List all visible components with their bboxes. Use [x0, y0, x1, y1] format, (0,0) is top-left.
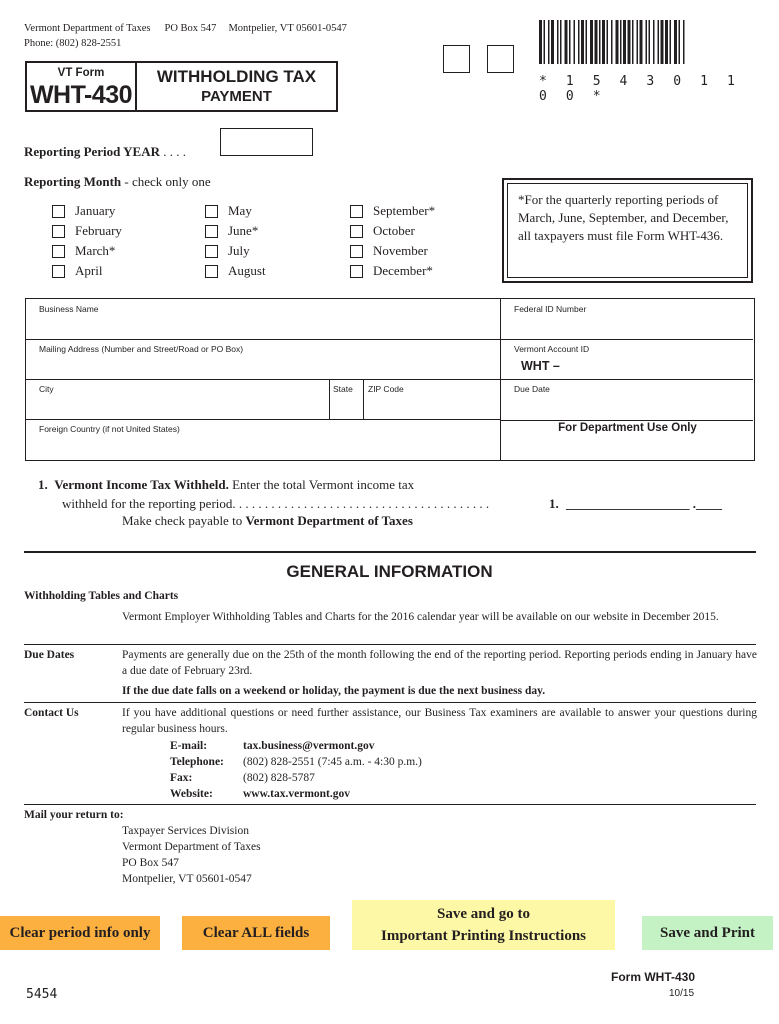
due-dates-text: Payments are generally due on the 25th of the month following the end of the reporting period. Reporting periods ending in January have a due date of February 23rd.: [122, 649, 757, 677]
due-dates-heading: Due Dates: [24, 649, 75, 661]
section-divider: [24, 551, 756, 553]
barcode-bar: [539, 20, 542, 64]
month-label: April: [75, 263, 103, 278]
form-number: WHT-430: [29, 81, 133, 109]
month-hint: - check only one: [121, 174, 211, 189]
month-checkbox[interactable]: [205, 245, 218, 258]
email-value[interactable]: tax.business@vermont.gov: [243, 740, 375, 752]
barcode-bar: [620, 20, 622, 64]
amended-box-2[interactable]: [487, 45, 514, 73]
due-dates-bold: If the due date falls on a weekend or holiday, the payment is due the next business day.: [122, 685, 546, 697]
barcode-bar: [658, 20, 660, 64]
tables-text: Vermont Employer Withholding Tables and Charts for the 2016 calendar year will be available on our website in December 2015.: [122, 611, 719, 623]
month-checkbox[interactable]: [350, 265, 363, 278]
agency-name: Vermont Department of Taxes: [24, 23, 151, 34]
line1-amount-blank: ___________________ .____: [566, 496, 722, 511]
line1-number: 1.: [38, 477, 48, 492]
barcode-bar: [578, 20, 580, 64]
mail-line: PO Box 547: [122, 857, 179, 869]
month-checkbox[interactable]: [52, 245, 65, 258]
barcode-bar: [646, 20, 648, 64]
taxpayer-info-grid: [25, 298, 755, 461]
quarterly-note-box: [502, 178, 753, 283]
barcode-bar: [557, 20, 559, 64]
month-label-row: [24, 174, 211, 190]
city-input[interactable]: [27, 393, 327, 418]
barcode-bar: [640, 20, 643, 64]
month-label: October: [373, 223, 415, 238]
month-label: June*: [228, 223, 259, 238]
barcode-bar: [611, 20, 613, 64]
mail-line: Vermont Department of Taxes: [122, 841, 261, 853]
month-checkbox[interactable]: [350, 245, 363, 258]
year-input[interactable]: [220, 128, 313, 156]
barcode-bar: [602, 20, 605, 64]
barcode-number: * 1 5 4 3 0 1 1 0 0 *: [539, 74, 741, 104]
dept-use-label: For Department Use Only: [558, 422, 697, 434]
barcode-bar: [679, 20, 681, 64]
barcode-bar: [653, 20, 655, 64]
barcode-bar: [670, 20, 672, 64]
barcode-bar: [551, 20, 554, 64]
barcode-bar: [661, 20, 664, 64]
month-label: September*: [373, 203, 436, 218]
barcode: [539, 20, 745, 64]
barcode-bar: [607, 20, 609, 64]
foreign-country-label: Foreign Country (if not United States): [39, 424, 180, 434]
fax-value: (802) 828-5787: [243, 772, 315, 784]
quarterly-note: *For the quarterly reporting periods of March, June, September, and December, all taxpayers must file Form WHT-436.: [507, 183, 748, 278]
month-checkbox[interactable]: [350, 225, 363, 238]
month-label: December*: [373, 263, 433, 278]
barcode-bar: [595, 20, 598, 64]
barcode-bar: [569, 20, 571, 64]
amended-box-1[interactable]: [443, 45, 470, 73]
tables-heading: Withholding Tables and Charts: [24, 590, 179, 602]
month-label: November: [373, 243, 428, 258]
vt-account-input[interactable]: [561, 355, 751, 377]
vt-account-label: Vermont Account ID: [514, 344, 590, 354]
year-label: Reporting Period YEAR: [24, 144, 161, 159]
federal-id-label: Federal ID Number: [514, 304, 587, 314]
barcode-bar: [586, 20, 588, 64]
zip-input[interactable]: [365, 393, 499, 418]
barcode-bar: [581, 20, 584, 64]
form-title-line2: PAYMENT: [201, 88, 272, 105]
footer-form: Form WHT-430: [611, 970, 696, 984]
barcode-bar: [683, 20, 685, 64]
agency-city: Montpelier, VT 05601-0547: [228, 23, 347, 34]
line1-row1: [38, 477, 414, 493]
phone-label: Telephone:: [170, 756, 224, 768]
month-label: February: [75, 223, 122, 238]
fax-label: Fax:: [170, 772, 193, 784]
barcode-bar: [632, 20, 634, 64]
line1-text1: Enter the total Vermont income tax: [228, 477, 415, 492]
website-label: Website:: [170, 788, 213, 800]
month-checkbox[interactable]: [205, 265, 218, 278]
barcode-bar: [560, 20, 562, 64]
federal-id-input[interactable]: [502, 313, 752, 338]
month-label: Reporting Month: [24, 174, 122, 189]
barcode-bar: [637, 20, 639, 64]
check-prefix: Make check payable to: [122, 513, 246, 528]
line1-title: Vermont Income Tax Withheld.: [54, 477, 229, 492]
month-checkbox[interactable]: [52, 205, 65, 218]
wht-prefix: WHT –: [521, 359, 560, 373]
mail-line: Taxpayer Services Division: [122, 825, 249, 837]
barcode-bar: [623, 20, 626, 64]
contact-heading: Contact Us: [24, 707, 79, 719]
rule-2: [24, 702, 756, 703]
barcode-bar: [649, 20, 651, 64]
year-label-row: [24, 144, 186, 160]
check-payable-row: [122, 513, 413, 529]
save-instructions-line2: Important Printing Instructions: [380, 928, 586, 944]
year-dots: . . . .: [163, 144, 187, 159]
barcode-bar: [590, 20, 593, 64]
phone-value: (802) 828-2551 (7:45 a.m. - 4:30 p.m.): [243, 756, 422, 768]
barcode-bar: [665, 20, 668, 64]
barcode-bar: [548, 20, 550, 64]
contact-details: [170, 738, 422, 802]
footer-rev: 10/15: [669, 988, 695, 999]
mail-address: [122, 823, 261, 887]
form-id-box: [25, 61, 338, 112]
barcode-bar: [565, 20, 568, 64]
barcode-bar: [674, 20, 677, 64]
state-input[interactable]: [331, 393, 362, 418]
city-label: City: [39, 384, 54, 394]
mailing-address-input[interactable]: [27, 353, 499, 378]
month-label: May: [228, 203, 252, 218]
month-label: August: [228, 263, 266, 278]
rule-3: [24, 804, 756, 805]
state-label: State: [333, 384, 353, 394]
clear-period-button[interactable]: Clear period info only: [0, 916, 160, 950]
month-checkbox[interactable]: [52, 265, 65, 278]
rule-1: [24, 644, 756, 645]
form-prefix: VT Form: [57, 67, 105, 79]
barcode-bar: [544, 20, 546, 64]
month-checkbox[interactable]: [350, 205, 363, 218]
line1-line-no: 1.: [549, 496, 559, 511]
line1-amount-input[interactable]: [566, 494, 756, 512]
business-name-label: Business Name: [39, 304, 99, 314]
line1-text2: withheld for the reporting period. . . . . . . . . . . . . . . . . . . . . . . . . . . . . . . . . . . . . . . .: [62, 496, 490, 511]
zip-label: ZIP Code: [368, 384, 404, 394]
foreign-country-input[interactable]: [27, 433, 499, 459]
business-name-input[interactable]: [27, 313, 499, 338]
mail-heading: Mail your return to:: [24, 809, 124, 821]
agency-phone: Phone: (802) 828-2551: [24, 38, 122, 49]
month-checkbox[interactable]: [205, 205, 218, 218]
footer-code: 5454: [26, 987, 58, 1002]
month-label: July: [228, 243, 250, 258]
general-info-heading: GENERAL INFORMATION: [286, 562, 493, 581]
check-payee: Vermont Department of Taxes: [245, 513, 413, 528]
email-label: E-mail:: [170, 740, 208, 752]
barcode-bar: [574, 20, 576, 64]
form-title-line1: WITHHOLDING TAX: [156, 67, 317, 86]
month-checkbox[interactable]: [205, 225, 218, 238]
due-date-label: Due Date: [514, 384, 550, 394]
agency-po-box: PO Box 547: [164, 23, 217, 34]
mail-line: Montpelier, VT 05601-0547: [122, 873, 252, 885]
barcode-bar: [599, 20, 601, 64]
month-checkbox[interactable]: [52, 225, 65, 238]
month-label: January: [75, 203, 116, 218]
website-value[interactable]: www.tax.vermont.gov: [243, 788, 350, 800]
agency-address: [24, 21, 347, 51]
mailing-address-label: Mailing Address (Number and Street/Road or PO Box): [39, 344, 244, 354]
barcode-bar: [616, 20, 619, 64]
save-instructions-button[interactable]: [352, 900, 615, 950]
contact-text: If you have additional questions or need further assistance, our Business Tax examiners are available to answer your questions during regular business hours.: [122, 707, 757, 735]
save-print-button[interactable]: Save and Print: [642, 916, 773, 950]
month-label: March*: [75, 243, 116, 258]
barcode-bar: [628, 20, 631, 64]
clear-all-button[interactable]: Clear ALL fields: [182, 916, 330, 950]
save-instructions-line1: Save and go to: [437, 906, 530, 922]
